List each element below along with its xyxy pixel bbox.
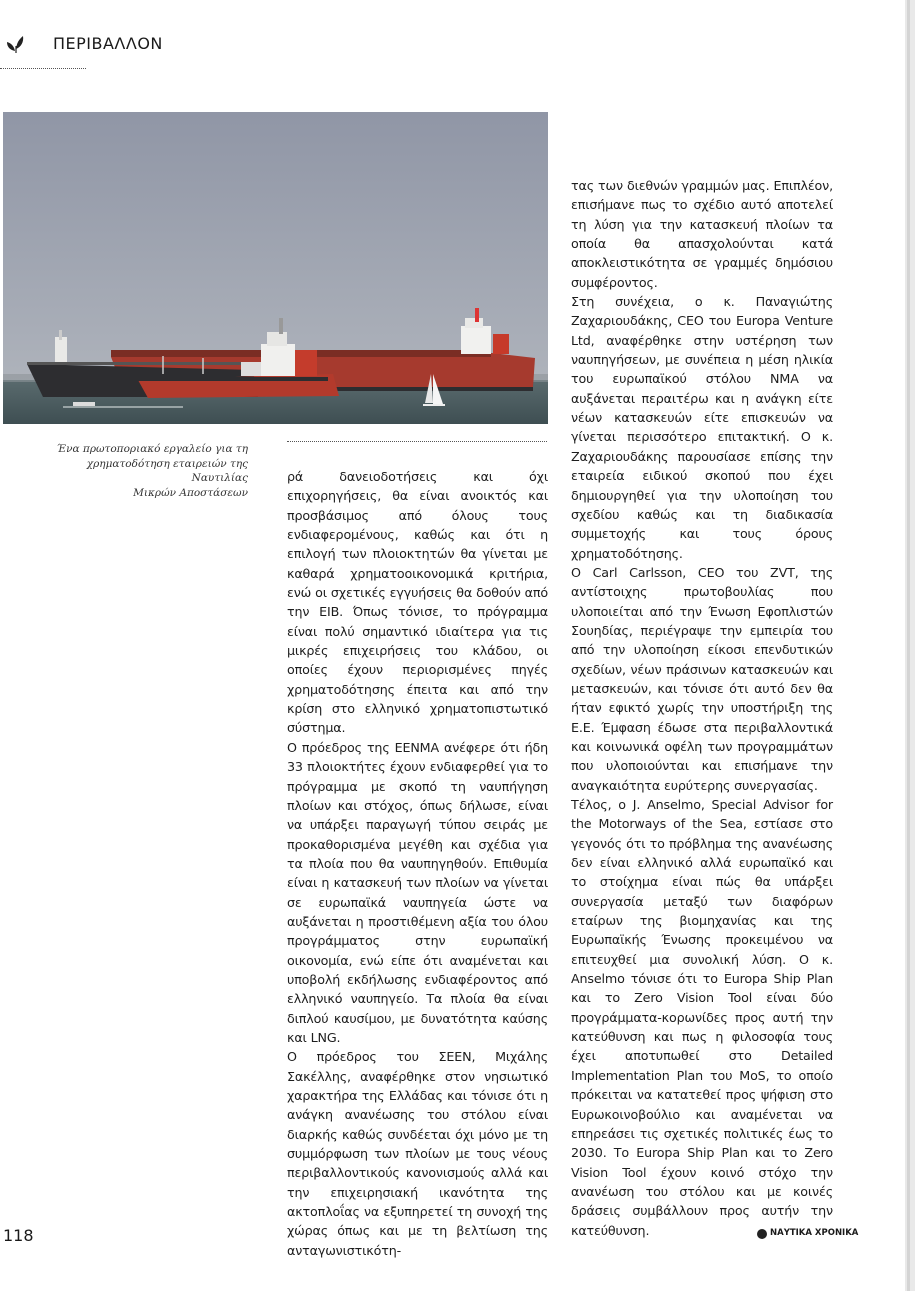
section-title: ΠΕΡΙΒΑΛΛΟΝ [53,34,163,53]
article-paragraph: τας των διεθνών γραμμών μας. Επιπλέον, επισήμανε πως το σχέδιο αυτό αποτελεί τη λύση για την κατασκευή πλοίων τα οποία θα απασχολούνται κατά αποκλειστικότητα σε γραμμές δημόσιου συμφέροντος. [571,178,833,290]
article-paragraph: Στη συνέχεια, ο κ. Παναγιώτης Ζαχαριουδάκης, CEO του Europa Venture Ltd, αναφέρθηκε στην υστέρηση των ναυπηγήσεων, με συνέπεια η μέση ηλικία του ευρωπαϊκού στόλου ΝΜΑ να αυξάνεται περαιτέρω και η ανάγκη είτε νέων κατασκευών είτε επισκευών να γίνεται περισσότερο επιτακτική. Ο κ. Ζαχαριουδάκης παρουσίασε επίσης την εταιρεία ειδικού σκοπού που έχει δημιουργηθεί για την υλοποίηση του σχεδίου καθώς και τη διαδικασία συμμετοχής και τους όρους χρηματοδότησης. [571,294,833,561]
magazine-logo-icon [757,1229,767,1239]
magazine-name: ΝΑΥΤΙΚΑ ΧΡΟΝΙΚΑ [770,1228,859,1238]
photo-caption [30,442,248,500]
caption-line: Μικρών Αποστάσεων [133,486,248,499]
column-divider [287,441,547,442]
tanker-ships-photo [3,112,548,424]
article-paragraph: Ο πρόεδρος της ΕΕΝΜΑ ανέφερε ότι ήδη 33 πλοιοκτήτες έχουν ενδιαφερθεί για το πρόγραμμα με σκοπό τη ναυπήγηση πλοίων και στόχος, όπως δήλωσε, είναι να υπάρξει παραγωγή τύπου σειράς με προκαθορισμένα μεγέθη και σχέδια για τα πλοία που θα ναυπηγηθούν. Επιθυμία είναι η κατασκευή των πλοίων να γίνεται σε ευρωπαϊκά ναυπηγεία ώστε να αυξάνεται η προστιθέμενη αξία του όλου προγράμματος στην ευρωπαϊκή οικονομία, ενώ είπε ότι αναμένεται και υποβολή εκδήλωσης ενδιαφέροντος από ελληνικό ναυπηγείο. Τα πλοία θα είναι διπλού καυσίμου, με δυνατότητα καύσης και LNG. [287,739,548,1045]
article-paragraph: Ο Carl Carlsson, CEO του ZVT, της αντίστοιχης πρωτοβουλίας που υλοποιείται από την Ένωση Εφοπλιστών Σουηδίας, περιέγραψε την εμπειρία του από την υλοποίηση είκοσι επενδυτικών σχεδίων, νέων πράσινων κατασκευών και μετασκευών, και τόνισε ότι αυτό δεν θα ήταν εφικτό χωρίς την υποστήριξη της Ε.Ε. Έμφαση έδωσε στα περιβαλλοντικά και κοινωνικά οφέλη των προγραμμάτων που υλοποιούνται και επισήμανε την αναγκαιότητα ευρύτερης συνεργασίας. [571,564,833,793]
article-column-right [571,176,833,1240]
article-paragraph: Τέλος, ο J. Anselmo, Special Advisor for the Motorways of the Sea, εστίασε στο γεγονός ότι το πρόβλημα της ανανέωσης δεν είναι ελληνικό αλλά ευρωπαϊκό και το στοίχημα είναι πώς θα υπάρξει συνεργασία μεταξύ των διαφόρων εταίρων της βιομηχανίας και της Ευρωπαϊκής Ένωσης προκειμένου να επιτευχθεί μια συνολική λύση. Ο κ. Anselmo τόνισε ότι το Europa Ship Plan και το Zero Vision Tool είναι δύο προγράμματα-κορωνίδες προς αυτή την κατεύθυνση και πως η φιλοσοφία τους έχει αποτυπωθεί στο Detailed Implementation Plan του MoS, το οποίο πρόκειται να κατατεθεί προς ψήφιση στο Ευρωκοινοβούλιο και αναμένεται να επηρεάσει τις σχετικές πολιτικές έως το 2030. Το Europa Ship Plan και το Zero Vision Tool έχουν κοινό στόχο την ανανέωση του στόλου και με κοινές δράσεις συμβάλλουν προς αυτήν την κατεύθυνση. [571,797,833,1238]
header-divider [0,68,86,69]
caption-line: Ένα πρωτοποριακό εργαλείο για τη [56,443,248,455]
article-column-left [287,467,548,1260]
page-number: 118 [3,1226,34,1245]
article-paragraph: Ο πρόεδρος του ΣΕΕΝ, Μιχάλης Σακέλλης, αναφέρθηκε στον νησιωτικό χαρακτήρα της Ελλάδας και τόνισε ότι η ανάγκη ανανέωσης του στόλου είναι διαρκής καθώς συνδέεται όχι μόνο με τη συμμόρφωση των πλοίων με τους νέους περιβαλλοντικούς κανονισμούς αλλά και την επιχειρησιακή ικανότητα της ακτοπλοΐας να εξυπηρετεί τη συνοχή της χώρας όπως και με τη βελτίωση της ανταγωνιστικότη- [287,1049,548,1258]
leaf-icon [5,32,27,54]
caption-line: χρηματοδότηση εταιρειών της Ναυτιλίας [86,457,248,484]
page-edge-line [907,0,910,1291]
article-paragraph: ρά δανειοδοτήσεις και όχι επιχορηγήσεις, θα είναι ανοικτός και προσβάσιμος από όλους τους ενδιαφερομένους, καθώς και ότι η επιλογή των πλοιοκτητών θα γίνεται με καθαρά χρηματοοικονομικά κριτήρια, ενώ οι σχετικές εγγυήσεις θα δοθούν από την EIB. Όπως τόνισε, το πρόγραμμα είναι πολύ σημαντικό ιδιαίτερα για τις μικρές επιχειρήσεις του κλάδου, οι οποίες έχουν περιορισμένες πηγές χρηματοδότησης έπειτα και από την κρίση στο ελληνικό χρηματοπιστωτικό σύστημα. [287,469,548,736]
